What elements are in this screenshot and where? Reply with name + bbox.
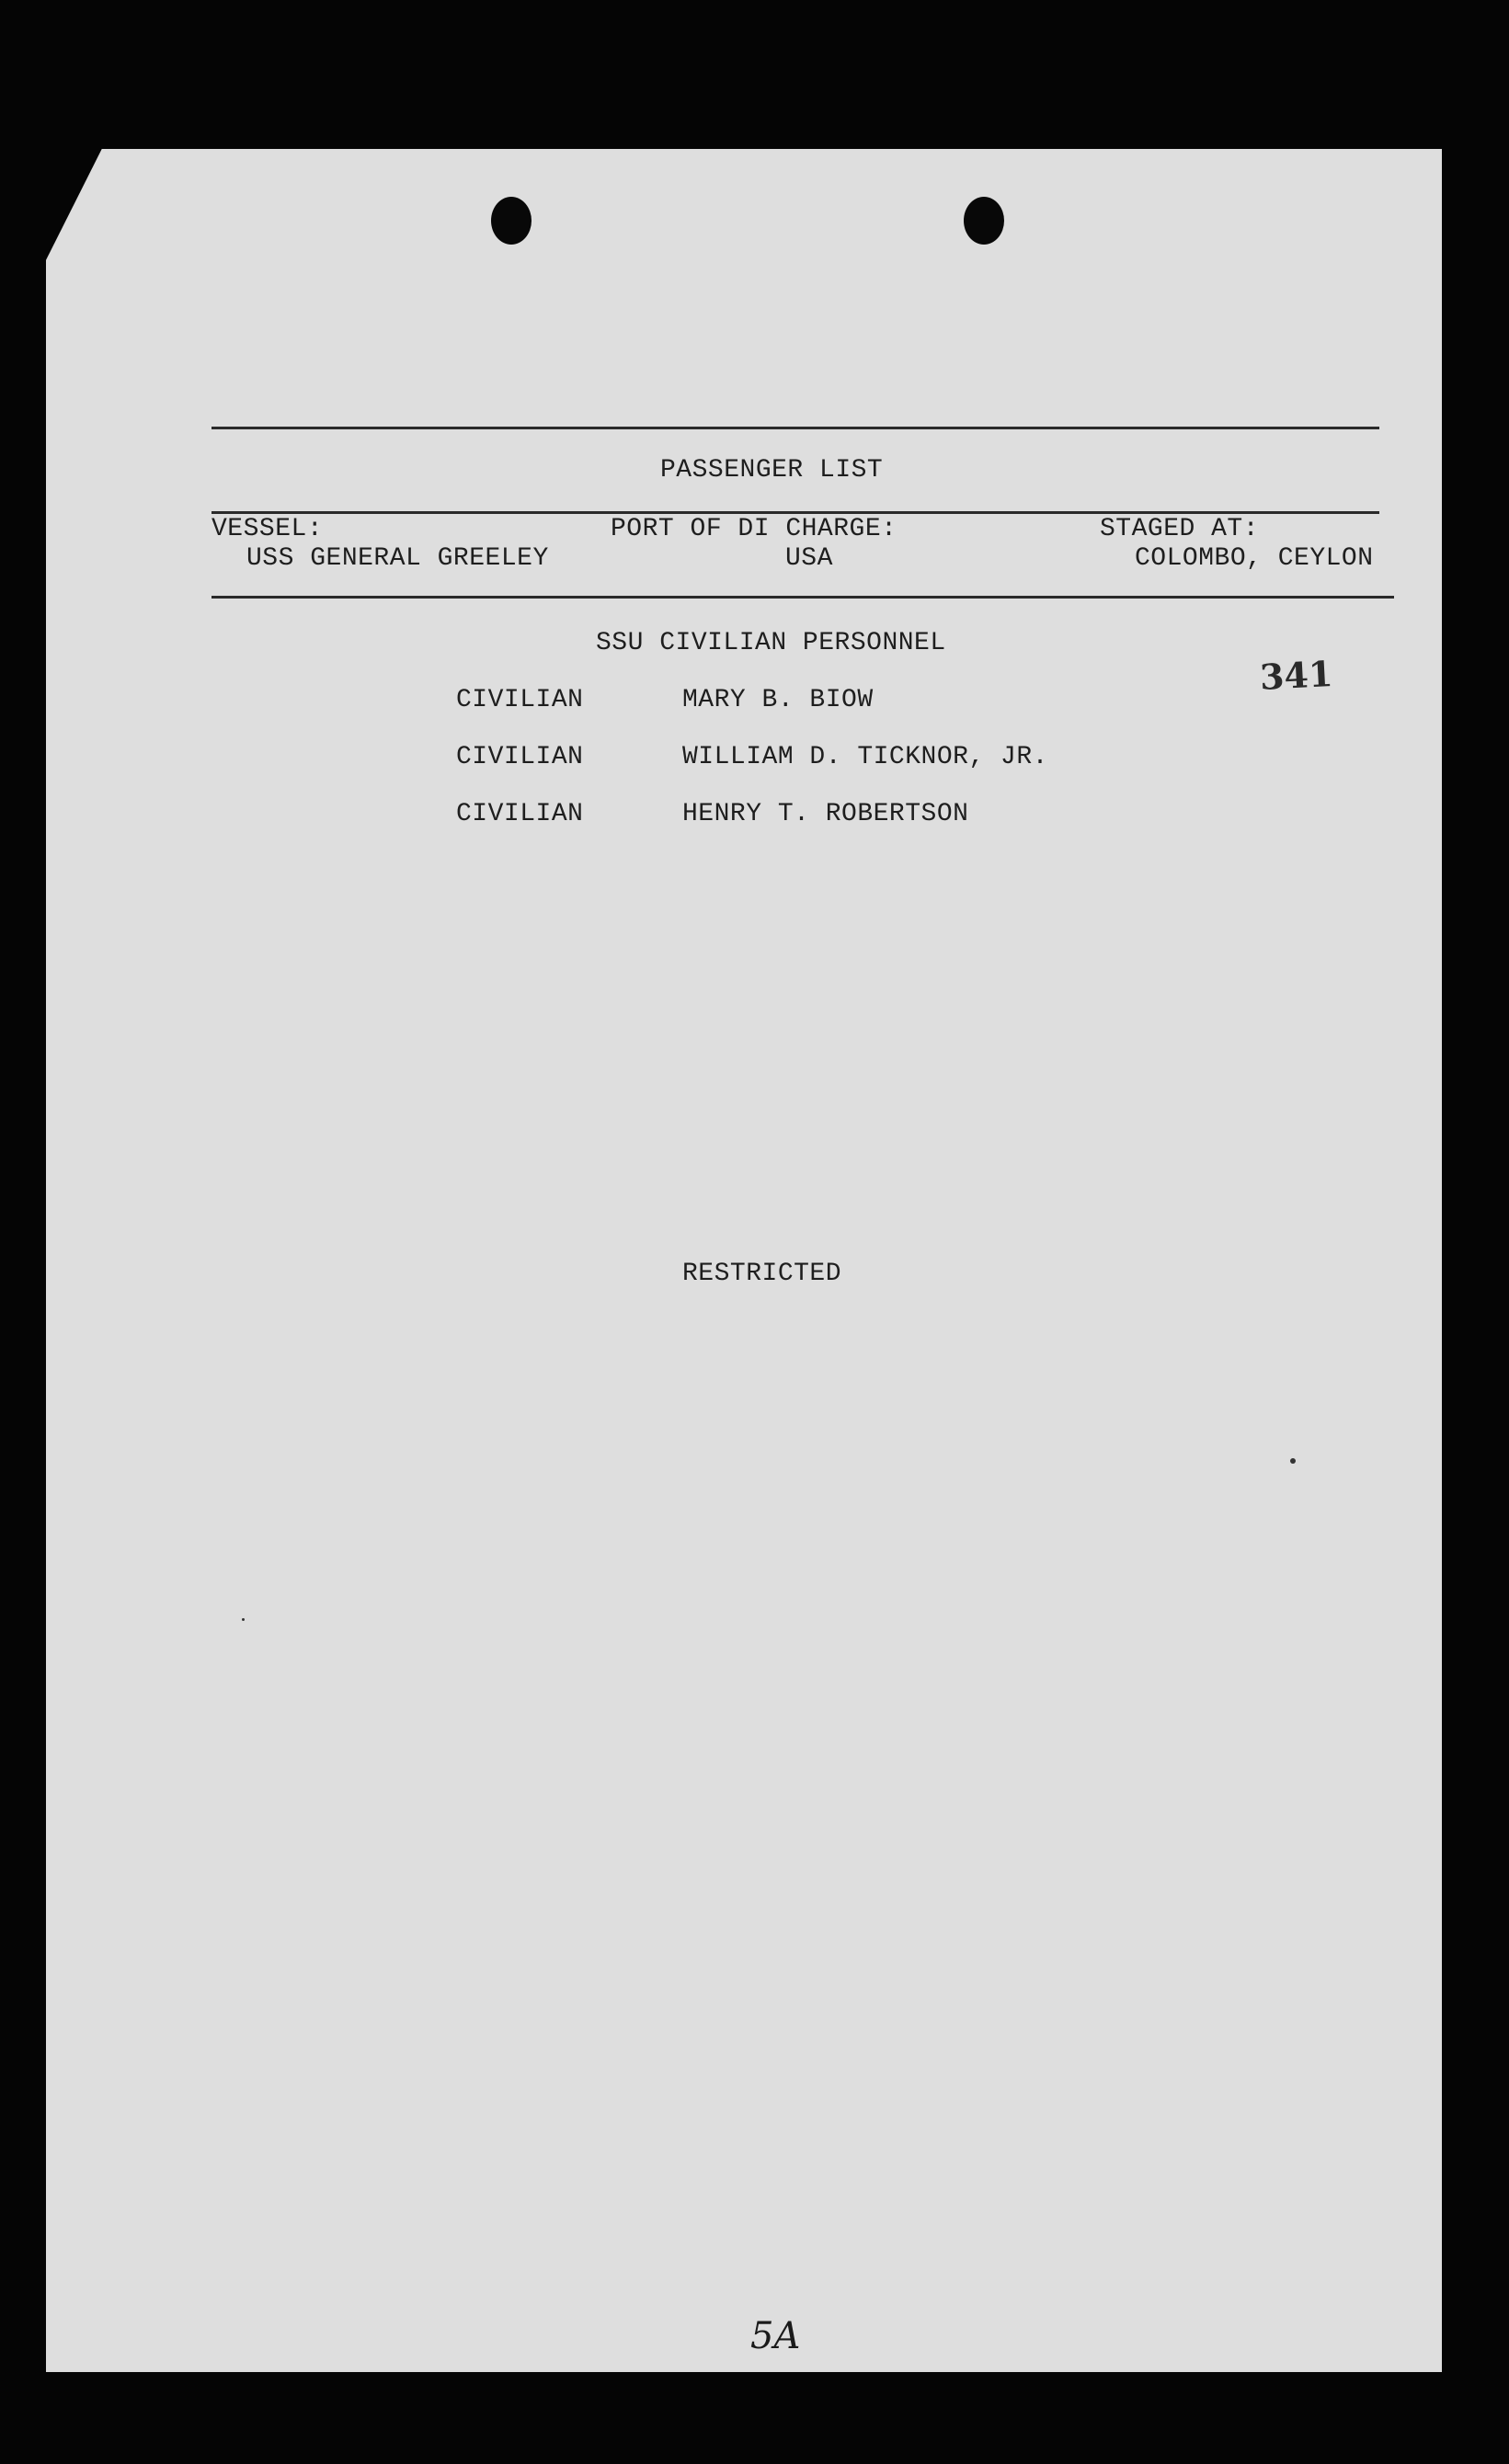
passenger-category: CIVILIAN [456,686,584,714]
port-of-discharge-value: USA [785,544,833,573]
header-rule [211,511,1379,514]
punch-hole-left [491,197,532,245]
page-number-stamp: 341 [1258,652,1334,699]
handwritten-note: 5A [750,2315,801,2357]
passenger-name: MARY B. BIOW [682,686,874,714]
punch-hole-right [964,197,1004,245]
vessel-value: USS GENERAL GREELEY [246,544,549,573]
section-title: SSU CIVILIAN PERSONNEL [596,629,946,657]
top-rule [211,427,1379,429]
passenger-category: CIVILIAN [456,800,584,828]
passenger-name: WILLIAM D. TICKNOR, JR. [682,743,1048,771]
passenger-name: HENRY T. ROBERTSON [682,800,969,828]
page-title: PASSENGER LIST [660,456,884,485]
staged-at-label: STAGED AT: [1100,515,1260,543]
classification-marking: RESTRICTED [682,1260,842,1288]
scan-speck [242,1618,245,1621]
scan-speck [1290,1458,1296,1464]
bottom-header-rule [211,596,1394,599]
vessel-label: VESSEL: [211,515,324,543]
passenger-category: CIVILIAN [456,743,584,771]
staged-at-value: COLOMBO, CEYLON [1135,544,1374,573]
port-of-discharge-label: PORT OF DI CHARGE: [611,515,897,543]
